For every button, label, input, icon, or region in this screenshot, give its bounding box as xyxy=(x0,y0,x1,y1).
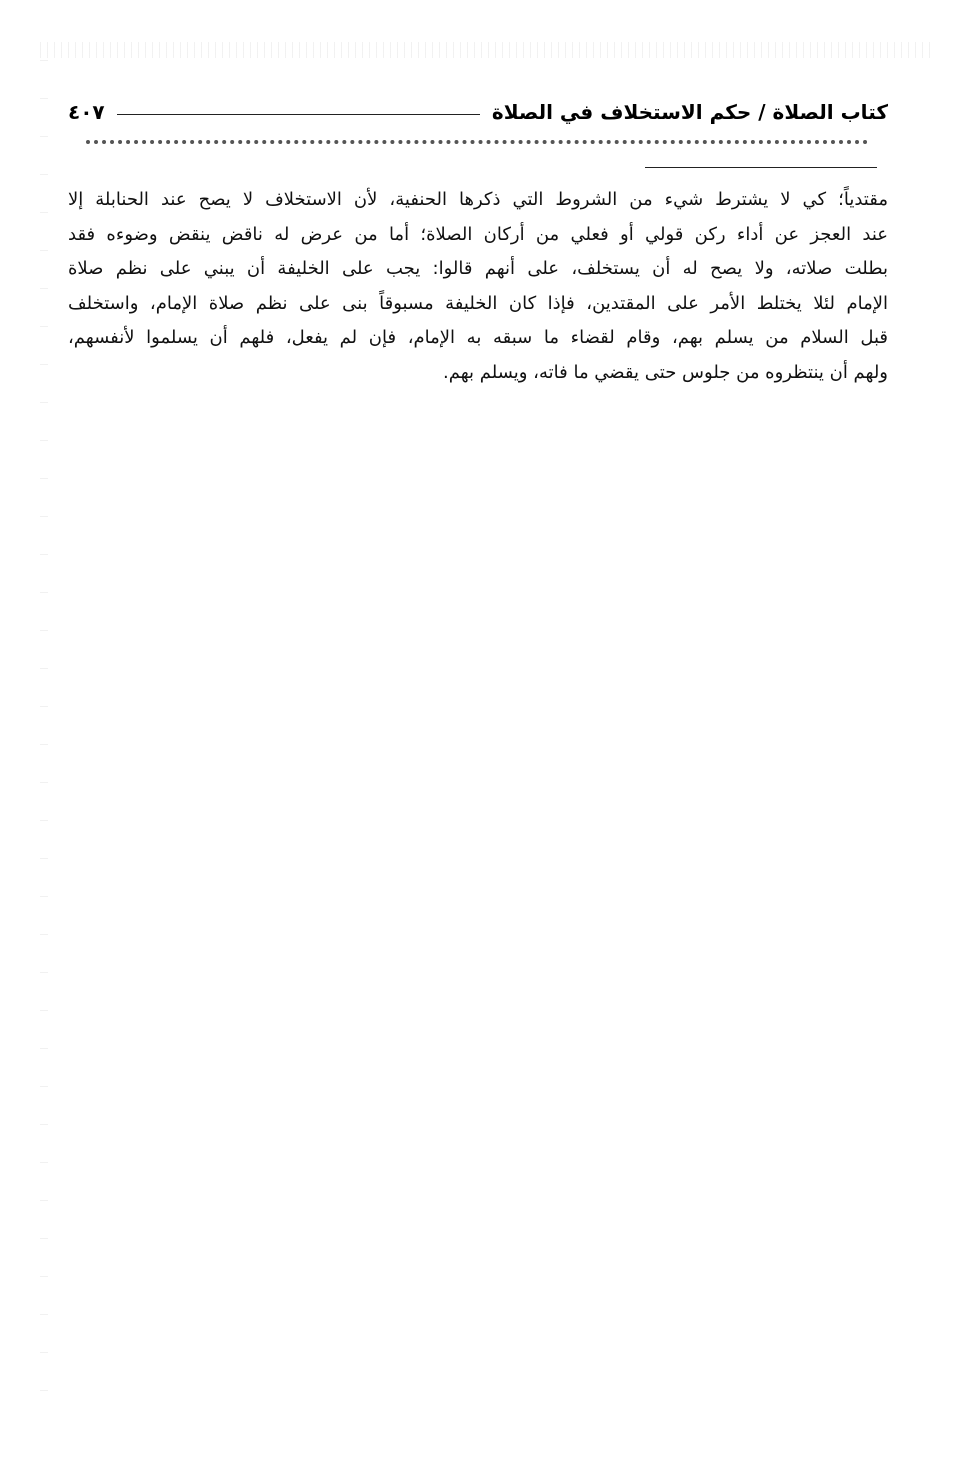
text-line: بطلت صلاته، ولا يصح له أن يستخلف، على أنهم قالوا: يجب على الخليفة أن يبني على نظم صلاة xyxy=(68,258,888,279)
scan-noise-top xyxy=(40,42,930,58)
body-paragraph xyxy=(68,183,888,390)
text-line: عند العجز عن أداء ركن قولي أو فعلي من أركان الصلاة؛ أما من عرض له ناقض ينقض وضوءه فقد xyxy=(68,223,888,245)
running-header xyxy=(68,94,888,130)
text-line: الإمام لئلا يختلط الأمر على المقتدين، فإذا كان الخليفة مسبوقاً بنى على نظم صلاة الإمام، واستخلف xyxy=(68,292,888,314)
page-number: ٤٠٧ xyxy=(68,100,105,124)
text-line: قبل السلام من يسلم بهم، وقام لقضاء ما سبقه به الإمام، فإن لم يفعل، فلهم أن يسلموا لأنفسهم، xyxy=(68,327,888,348)
footnote-rule xyxy=(645,167,877,168)
text-line: مقتدياً؛ كي لا يشترط شيء من الشروط التي ذكرها الحنفية، لأن الاستخلاف لا يصح عند الحنابلة إلا xyxy=(68,189,888,210)
text-line: ولهم أن ينتظروه من جلوس حتى يقضي ما فاته، ويسلم بهم. xyxy=(443,361,888,383)
dotted-separator xyxy=(86,140,868,144)
header-rule xyxy=(117,114,480,115)
scan-noise-margin xyxy=(40,60,48,1410)
chapter-title: كتاب الصلاة / حكم الاستخلاف في الصلاة xyxy=(491,100,888,124)
